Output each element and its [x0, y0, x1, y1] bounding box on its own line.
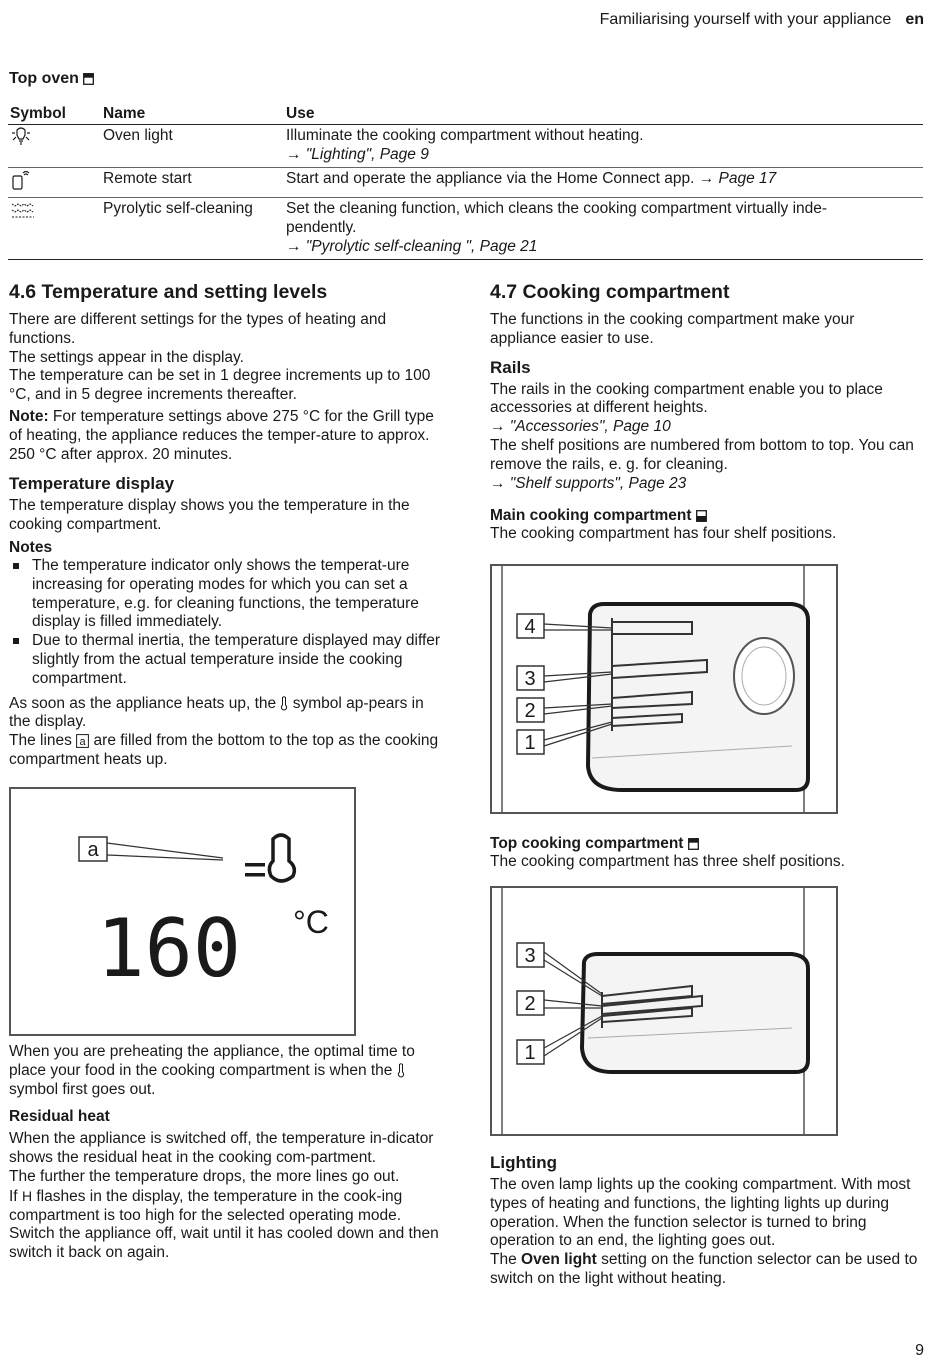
table-row [8, 167, 923, 198]
paragraph: The temperature display shows you the temperature in the cooking compartment. [9, 497, 410, 534]
paragraph [9, 695, 449, 733]
paragraph: The cooking compartment has three shelf positions. [490, 853, 845, 870]
temp-display-heading: Temperature display [9, 474, 175, 494]
residual-heat-heading: Residual heat [9, 1108, 110, 1126]
thermometer-symbol [269, 835, 294, 881]
text-run: symbol first goes out. [9, 1080, 156, 1098]
level-line [245, 873, 265, 877]
list-item: The temperature indicator only shows the temperat-ure increasing for operating modes for which you can set a temperature, e.g. for cleaning functions, the temperature display is filled immediately. [9, 557, 449, 632]
paragraph: The shelf positions are numbered from bottom to top. You can remove the rails, e. g. for cleaning. [490, 436, 914, 473]
top-compartment-heading [490, 834, 920, 853]
top-compartment-text [490, 834, 920, 872]
paragraph: The cooking compartment has four shelf positions. [490, 525, 837, 543]
top-oven-heading-text: Top oven [9, 70, 79, 87]
notes-heading: Notes [9, 538, 53, 556]
paragraph: The functions in the cooking compartment make your appliance easier to use. [490, 311, 855, 347]
thermometer-icon [397, 1063, 405, 1078]
list-item: Due to thermal inertia, the temperature displayed may differ slightly from the actual temperature inside the cooking compartment. [9, 632, 449, 688]
col-symbol: Symbol [8, 102, 101, 125]
lighting-section [490, 1153, 920, 1289]
remote-start-icon [10, 170, 32, 190]
h-symbol: H [21, 1187, 33, 1204]
oven-light-setting: Oven light [521, 1251, 597, 1269]
lighting-heading: Lighting [490, 1153, 558, 1172]
name-cell: Oven light [101, 125, 284, 168]
symbol-cell [8, 198, 101, 259]
paragraph: When the appliance is switched off, the temperature in-dicator shows the residual heat in the cooking com-partment. [9, 1130, 434, 1167]
cross-reference: → Page 17 [698, 169, 777, 187]
light-bulb-icon [10, 127, 32, 147]
cross-reference: → "Lighting", Page 9 [286, 145, 429, 163]
text-run: The [490, 1251, 517, 1269]
note-paragraph [9, 408, 449, 464]
text-run: When you are preheating the appliance, the optimal time to place your food in the cooking compartment is when the [9, 1043, 415, 1079]
paragraph: There are different settings for the types of heating and functions. [9, 311, 387, 347]
use-text-continued: pendently. [286, 219, 357, 237]
shelf-level-label: 1 [524, 732, 536, 754]
display-illustration [11, 789, 354, 1034]
header-title: Familiarising yourself with your appliance [599, 11, 892, 28]
paragraph [9, 1187, 449, 1263]
paragraph: The temperature can be set in 1 degree increments up to 100 °C, and in 5 degree increments thereafter. [9, 367, 431, 404]
paragraph [490, 1251, 920, 1289]
main-compartment-heading-text: Main cooking compartment [490, 507, 692, 525]
text-run: The lines [9, 732, 72, 750]
table-header-row [8, 102, 923, 125]
col-name: Name [101, 102, 284, 125]
table-row [8, 125, 923, 168]
cross-reference: → "Shelf supports", Page 23 [490, 474, 687, 492]
shelf-level-label: 1 [524, 1042, 536, 1064]
svg-text:a: a [79, 736, 86, 749]
note-text: For temperature settings above 275 °C for the Grill type of heating, the appliance reduces the temper-ature to approx. 250 °C after approx. 20 minutes. [9, 407, 434, 463]
oven-illustration [492, 888, 836, 1134]
marker-leader [107, 843, 223, 860]
section-title: 4.6 Temperature and setting levels [9, 281, 328, 303]
section-4-6-continued [9, 1043, 449, 1263]
text-run: setting on the function selector can be used to switch on the light without heating. [490, 1251, 918, 1287]
paragraph [9, 1043, 449, 1099]
paragraph [9, 732, 449, 770]
section-4-6 [9, 281, 449, 770]
top-oven-icon [83, 73, 94, 85]
level-line [245, 863, 265, 867]
top-compartment-figure [490, 886, 838, 1136]
symbol-cell [8, 167, 101, 198]
pyrolytic-icon [10, 200, 36, 220]
shelf-level-label: 3 [524, 945, 536, 967]
oven-illustration [492, 566, 836, 812]
use-cell [284, 125, 923, 168]
rails-heading: Rails [490, 357, 531, 377]
text-run: are filled from the bottom to the top as the cooking compartment heats up. [9, 732, 439, 768]
text-run: flashes in the display, the temperature in the cook-ing compartment is too high for the selected operating mode. Switch the appliance off, wait until it has cooled down and then switch it back on again. [9, 1187, 439, 1262]
language-code: en [905, 11, 924, 28]
notes-list [9, 557, 449, 689]
marker-a-icon [76, 734, 89, 748]
note-label: Note: [9, 407, 49, 425]
paragraph: The settings appear in the display. [9, 348, 244, 366]
use-text: Start and operate the appliance via the Home Connect app. [286, 169, 695, 187]
use-cell [284, 167, 923, 198]
text-run: As soon as the appliance heats up, the [9, 694, 277, 712]
page-number: 9 [915, 1342, 924, 1360]
use-text: Illuminate the cooking compartment without heating. [286, 127, 644, 144]
section-4-7 [490, 281, 920, 544]
shelf-level-label: 4 [524, 616, 536, 638]
name-cell: Remote start [101, 167, 284, 198]
cross-reference: → "Pyrolytic self-cleaning ", Page 21 [286, 237, 538, 255]
main-compartment-heading [490, 506, 920, 525]
main-compartment-figure [490, 564, 838, 814]
use-cell [284, 198, 923, 259]
main-oven-icon [696, 510, 707, 522]
shelf-level-label: 2 [524, 700, 536, 722]
table-row [8, 198, 923, 259]
section-title: 4.7 Cooking compartment [490, 281, 730, 303]
cross-reference: → "Accessories", Page 10 [490, 418, 671, 436]
shelf-level-label: 3 [524, 668, 536, 690]
running-header [600, 11, 924, 30]
use-text: Set the cleaning function, which cleans the cooking compartment virtually inde- [286, 200, 828, 218]
marker-a-label: a [87, 839, 99, 861]
col-use: Use [284, 102, 923, 125]
symbol-table [8, 102, 923, 260]
symbol-cell [8, 125, 101, 168]
text-run: If [9, 1187, 18, 1205]
paragraph: The further the temperature drops, the more lines go out. [9, 1167, 400, 1185]
paragraph: The oven lamp lights up the cooking compartment. With most types of heating and functions, the lighting lights up during operation. When the function selector is turned to bring operation to an end, the lighting goes out. [490, 1176, 911, 1250]
top-oven-heading [9, 70, 94, 89]
temperature-value: 160 [96, 902, 241, 995]
name-cell: Pyrolytic self-cleaning [101, 198, 284, 259]
thermometer-icon [280, 696, 288, 711]
temperature-unit: °C [293, 904, 329, 940]
temperature-display-figure [9, 787, 356, 1036]
top-oven-icon [688, 838, 699, 850]
shelf-level-label: 2 [524, 993, 536, 1015]
text-run: symbol ap-pears in the display. [9, 694, 424, 731]
paragraph: The rails in the cooking compartment enable you to place accessories at different heights. [490, 380, 883, 417]
top-compartment-heading-text: Top cooking compartment [490, 835, 684, 852]
